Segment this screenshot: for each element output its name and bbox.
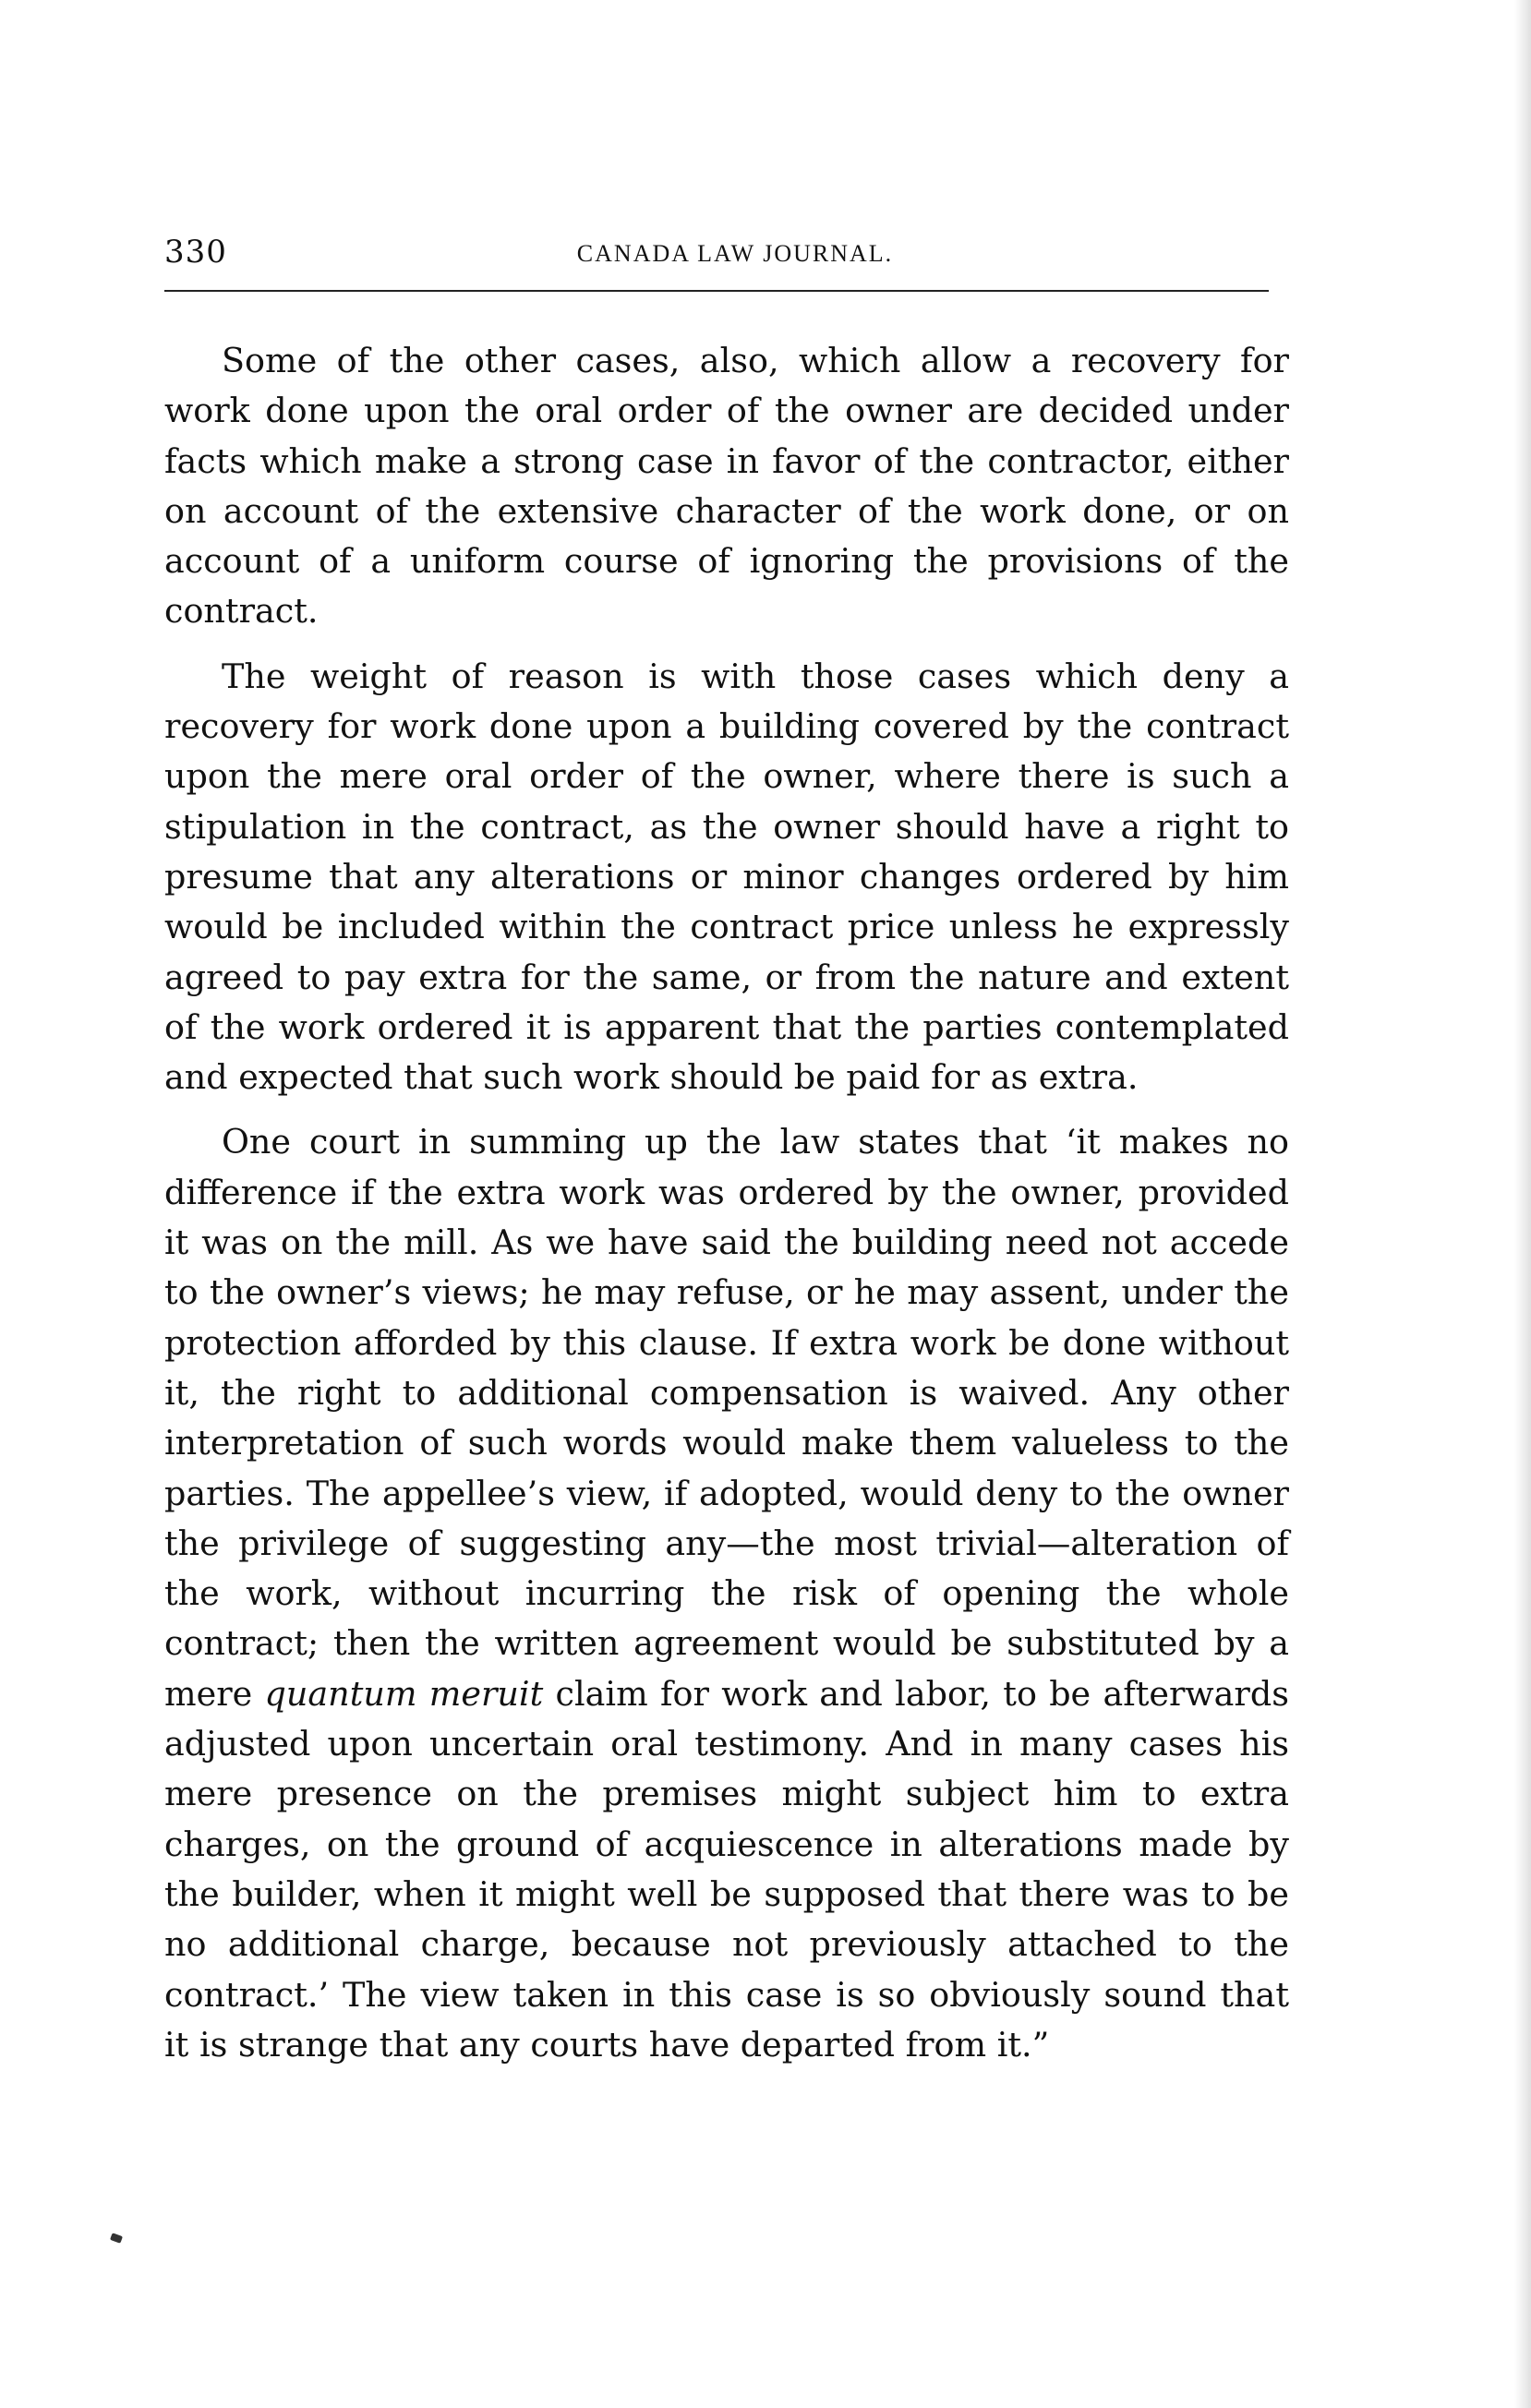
paragraph-3-text-after-italic: claim for work and labor, to be afterwards adjusted upon uncertain oral testimony. And in many cases his mere presence on the premises might subject him to extra charges, on the ground of acquiescence in alterations made by the builder, when it might well be supposed that there was to be no additional charge, because not previously attached to the contract.’ The view taken in this case is so obviously sound that it is strange that any courts have departed from it.”: [164, 1673, 1289, 2065]
running-title: CANADA LAW JOURNAL.: [576, 240, 894, 267]
body-text: [164, 336, 1289, 2085]
page-number: 330: [164, 234, 227, 271]
paragraph-3-italic-phrase: quantum meruit: [264, 1673, 544, 1714]
paragraph-3-text-before-italic: One court in summing up the law states that ‘it makes no difference if the extra work was ordered by the owner, provided it was on the mill. As we have said the building need not accede to the owner’s views; he may refuse, or he may assent, under the protection afforded by this clause. If extra work be done without it, the right to additional compensation is waived. Any other interpretation of such words would make them valueless to the parties. The appellee’s view, if adopted, would deny to the owner the privilege of suggesting any—the most trivial—alteration of the work, without incurring the risk of opening the whole contract; then the written agreement would be substituted by a mere: [164, 1122, 1289, 1714]
page-header: [164, 229, 1269, 275]
paragraph-2: The weight of reason is with those cases which deny a recovery for work done upon a building covered by the contract upon the mere oral order of the owner, where there is such a stipulation in the contract, as the owner should have a right to presume that any alterations or minor changes ordered by him would be included within the contract price unless he expressly agreed to pay extra for the same, or from the nature and extent of the work ordered it is apparent that the parties contemplated and expected that such work should be paid for as extra.: [164, 656, 1289, 1098]
paragraph-3: [164, 1117, 1289, 2070]
stray-ink-mark: [110, 2233, 123, 2244]
paragraph-1: Some of the other cases, also, which allow a recovery for work done upon the oral order of the owner are decided under facts which make a strong case in favor of the contractor, either on account of the extensive character of the work done, or on account of a uniform course of ignoring the provisions of the contract.: [164, 341, 1289, 632]
header-rule: [164, 290, 1269, 292]
scan-edge-shadow: [1514, 0, 1531, 2408]
